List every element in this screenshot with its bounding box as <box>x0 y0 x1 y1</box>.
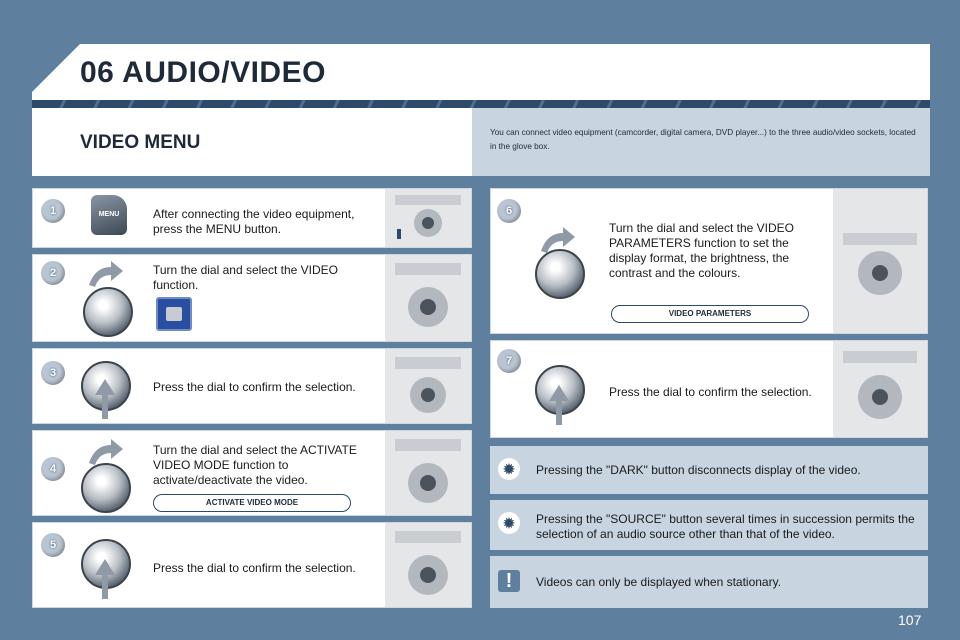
press-arrow-icon <box>549 385 569 425</box>
step-badge: 4 <box>41 457 65 481</box>
turn-arrow-icon <box>85 259 125 289</box>
note-text: Pressing the "DARK" button disconnects display of the video. <box>536 463 861 477</box>
section-title: VIDEO MENU <box>80 132 201 153</box>
sun-icon: ✹ <box>498 512 520 534</box>
dial-icon <box>535 249 585 299</box>
step-badge: 7 <box>497 349 521 373</box>
menu-button-icon: MENU <box>91 195 127 235</box>
step-text: Turn the dial and select the ACTIVATE VIDEO MODE function to activate/deactivate the video. <box>153 443 357 487</box>
step-text: Press the dial to confirm the selection. <box>609 385 812 399</box>
dial-icon <box>83 287 133 337</box>
step-text: Press the dial to confirm the selection. <box>153 561 356 575</box>
control-panel-image <box>385 523 471 607</box>
video-function-icon <box>156 297 192 331</box>
step-4 <box>32 430 472 516</box>
dial-icon <box>81 463 131 513</box>
step-6 <box>490 188 928 334</box>
control-panel-image <box>833 341 927 437</box>
note-dark-button <box>490 446 928 494</box>
step-badge: 3 <box>41 361 65 385</box>
step-badge: 1 <box>41 199 65 223</box>
step-7 <box>490 340 928 438</box>
menu-option-tag: ACTIVATE VIDEO MODE <box>153 494 351 512</box>
note-text: Pressing the "SOURCE" button several times in succession permits the selection of an audio source other than that of the video. <box>536 512 915 541</box>
step-text: Turn the dial and select the VIDEO PARAMETERS function to set the display format, the brightness, the contrast and the colours. <box>609 221 794 280</box>
step-badge: 2 <box>41 261 65 285</box>
step-badge: 5 <box>41 533 65 557</box>
step-2 <box>32 254 472 342</box>
page-title: 06 AUDIO/VIDEO <box>80 56 326 89</box>
step-text: Press the dial to confirm the selection. <box>153 380 356 394</box>
menu-option-tag: VIDEO PARAMETERS <box>611 305 809 323</box>
control-panel-image <box>385 255 471 341</box>
step-5 <box>32 522 472 608</box>
step-1 <box>32 188 472 248</box>
step-badge: 6 <box>497 199 521 223</box>
note-text: Videos can only be displayed when stationary. <box>536 575 782 589</box>
page-number: 107 <box>898 612 922 628</box>
step-text: Turn the dial and select the VIDEO function. <box>153 263 338 292</box>
press-arrow-icon <box>95 559 115 599</box>
press-arrow-icon <box>95 379 115 419</box>
note-stationary <box>490 556 928 608</box>
step-text: After connecting the video equipment, press the MENU button. <box>153 207 355 236</box>
header-stripe <box>32 100 930 108</box>
step-3 <box>32 348 472 424</box>
note-source-button <box>490 500 928 550</box>
intro-text: You can connect video equipment (camcorder, digital camera, DVD player...) to the three audio/video sockets, located in the glove box. <box>490 128 916 151</box>
control-panel-image <box>385 349 471 423</box>
control-panel-image <box>385 189 471 247</box>
control-panel-image <box>833 189 927 333</box>
warning-icon: ! <box>498 570 520 592</box>
sun-icon: ✹ <box>498 458 520 480</box>
control-panel-image <box>385 431 471 515</box>
